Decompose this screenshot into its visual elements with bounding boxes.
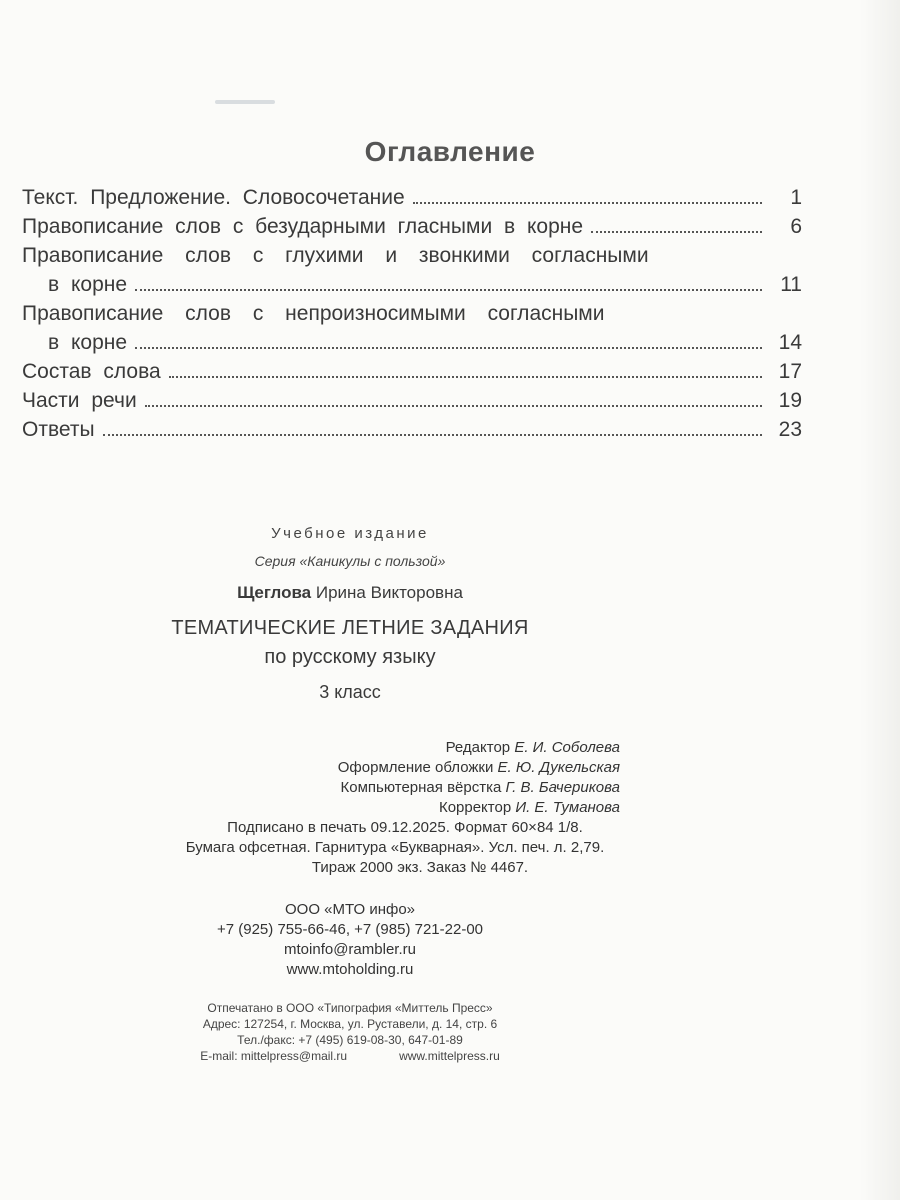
book-title: ТЕМАТИЧЕСКИЕ ЛЕТНИЕ ЗАДАНИЯ [171, 617, 529, 639]
book-subtitle: по русскому языку [264, 646, 436, 668]
credit-person: Е. Ю. Дукельская [497, 759, 620, 776]
toc-entry-text: Части речи [22, 389, 137, 412]
credit-role: Редактор [445, 739, 511, 756]
printer-website[interactable]: www.mittelpress.ru [399, 1049, 500, 1063]
printer-address: Адрес: 127254, г. Москва, ул. Руставели, д. 14, стр. 6 [202, 1017, 498, 1031]
credit-line [100, 758, 620, 778]
author-name: Ирина Викторовна [315, 583, 463, 602]
author-surname: Щеглова [237, 583, 312, 602]
credit-role: Компьютерная вёрстка [340, 779, 502, 796]
credit-role: Оформление обложки [337, 759, 494, 776]
toc-entry-page: 14 [778, 331, 802, 354]
credit-line [100, 798, 620, 818]
credit-line [100, 778, 620, 798]
series-name: Серия «Каникулы с пользой» [254, 553, 446, 569]
toc-entry-text: Ответы [22, 418, 95, 441]
publisher-email[interactable]: mtoinfo@rambler.ru [284, 941, 416, 958]
toc-title: Оглавление [364, 136, 536, 167]
toc-entry[interactable] [22, 183, 802, 212]
printer-email[interactable]: E-mail: mittelpress@mail.ru [200, 1049, 348, 1063]
toc-entry-text: Правописание слов с глухими и звонкими согласными [22, 244, 649, 267]
print-info-line: Подписано в печать 09.12.2025. Формат 60×84 1/8. [227, 819, 583, 836]
publisher-phones: +7 (925) 755-66-46, +7 (985) 721-22-00 [216, 921, 483, 938]
toc-entry-text: Правописание слов с безударными гласными в корне [22, 215, 584, 238]
scan-artifact [215, 100, 275, 104]
printer-info [0, 1000, 800, 1064]
toc-entry-page: 23 [778, 418, 802, 441]
credit-role: Корректор [438, 799, 512, 816]
toc-entry-page: 11 [780, 273, 802, 296]
printer-phones: Тел./факс: +7 (495) 619-08-30, 647-01-89 [237, 1033, 463, 1047]
leader-dots [413, 202, 762, 204]
publisher-name: ООО «МТО инфо» [284, 901, 416, 918]
toc-entry[interactable] [22, 241, 802, 299]
leader-dots [103, 434, 762, 436]
publisher [0, 900, 800, 980]
credit-line [100, 738, 620, 758]
print-info-line: Бумага офсетная. Гарнитура «Букварная». Усл. печ. л. 2,79. [185, 839, 605, 856]
leader-dots [135, 289, 762, 291]
print-info-line: Тираж 2000 экз. Заказ № 4467. [311, 859, 529, 876]
credits [100, 738, 620, 818]
toc-entry[interactable] [22, 357, 802, 386]
print-info [0, 818, 900, 878]
toc-entry-page: 17 [778, 360, 802, 383]
toc-entry-text: Текст. Предложение. Словосочетание [22, 186, 405, 209]
table-of-contents [22, 183, 802, 444]
toc-entry-text: Правописание слов с непроизносимыми согласными [22, 302, 605, 325]
toc-entry[interactable] [22, 386, 802, 415]
leader-dots [169, 376, 762, 378]
leader-dots [591, 231, 762, 233]
toc-entry-text-cont: в корне [48, 331, 128, 354]
leader-dots [135, 347, 762, 349]
publisher-website[interactable]: www.mtoholding.ru [286, 961, 414, 978]
grade: 3 класс [319, 682, 381, 702]
printer-name: Отпечатано в ООО «Типография «Миттель Пресс» [207, 1001, 493, 1015]
leader-dots [145, 405, 762, 407]
printer-contacts [0, 1048, 800, 1064]
credit-person: И. Е. Туманова [515, 799, 620, 816]
edition-type: Учебное издание [271, 525, 429, 542]
toc-entry-page: 1 [790, 186, 802, 209]
credit-person: Е. И. Соболева [514, 739, 620, 756]
toc-entry[interactable] [22, 415, 802, 444]
credit-person: Г. В. Бачерикова [505, 779, 620, 796]
toc-entry-page: 6 [790, 215, 802, 238]
toc-entry-text-cont: в корне [48, 273, 128, 296]
author [0, 583, 800, 603]
toc-entry[interactable] [22, 299, 802, 357]
toc-entry-page: 19 [778, 389, 802, 412]
toc-entry[interactable] [22, 212, 802, 241]
page-edge-shadow [860, 0, 900, 1200]
toc-entry-text: Состав слова [22, 360, 161, 383]
